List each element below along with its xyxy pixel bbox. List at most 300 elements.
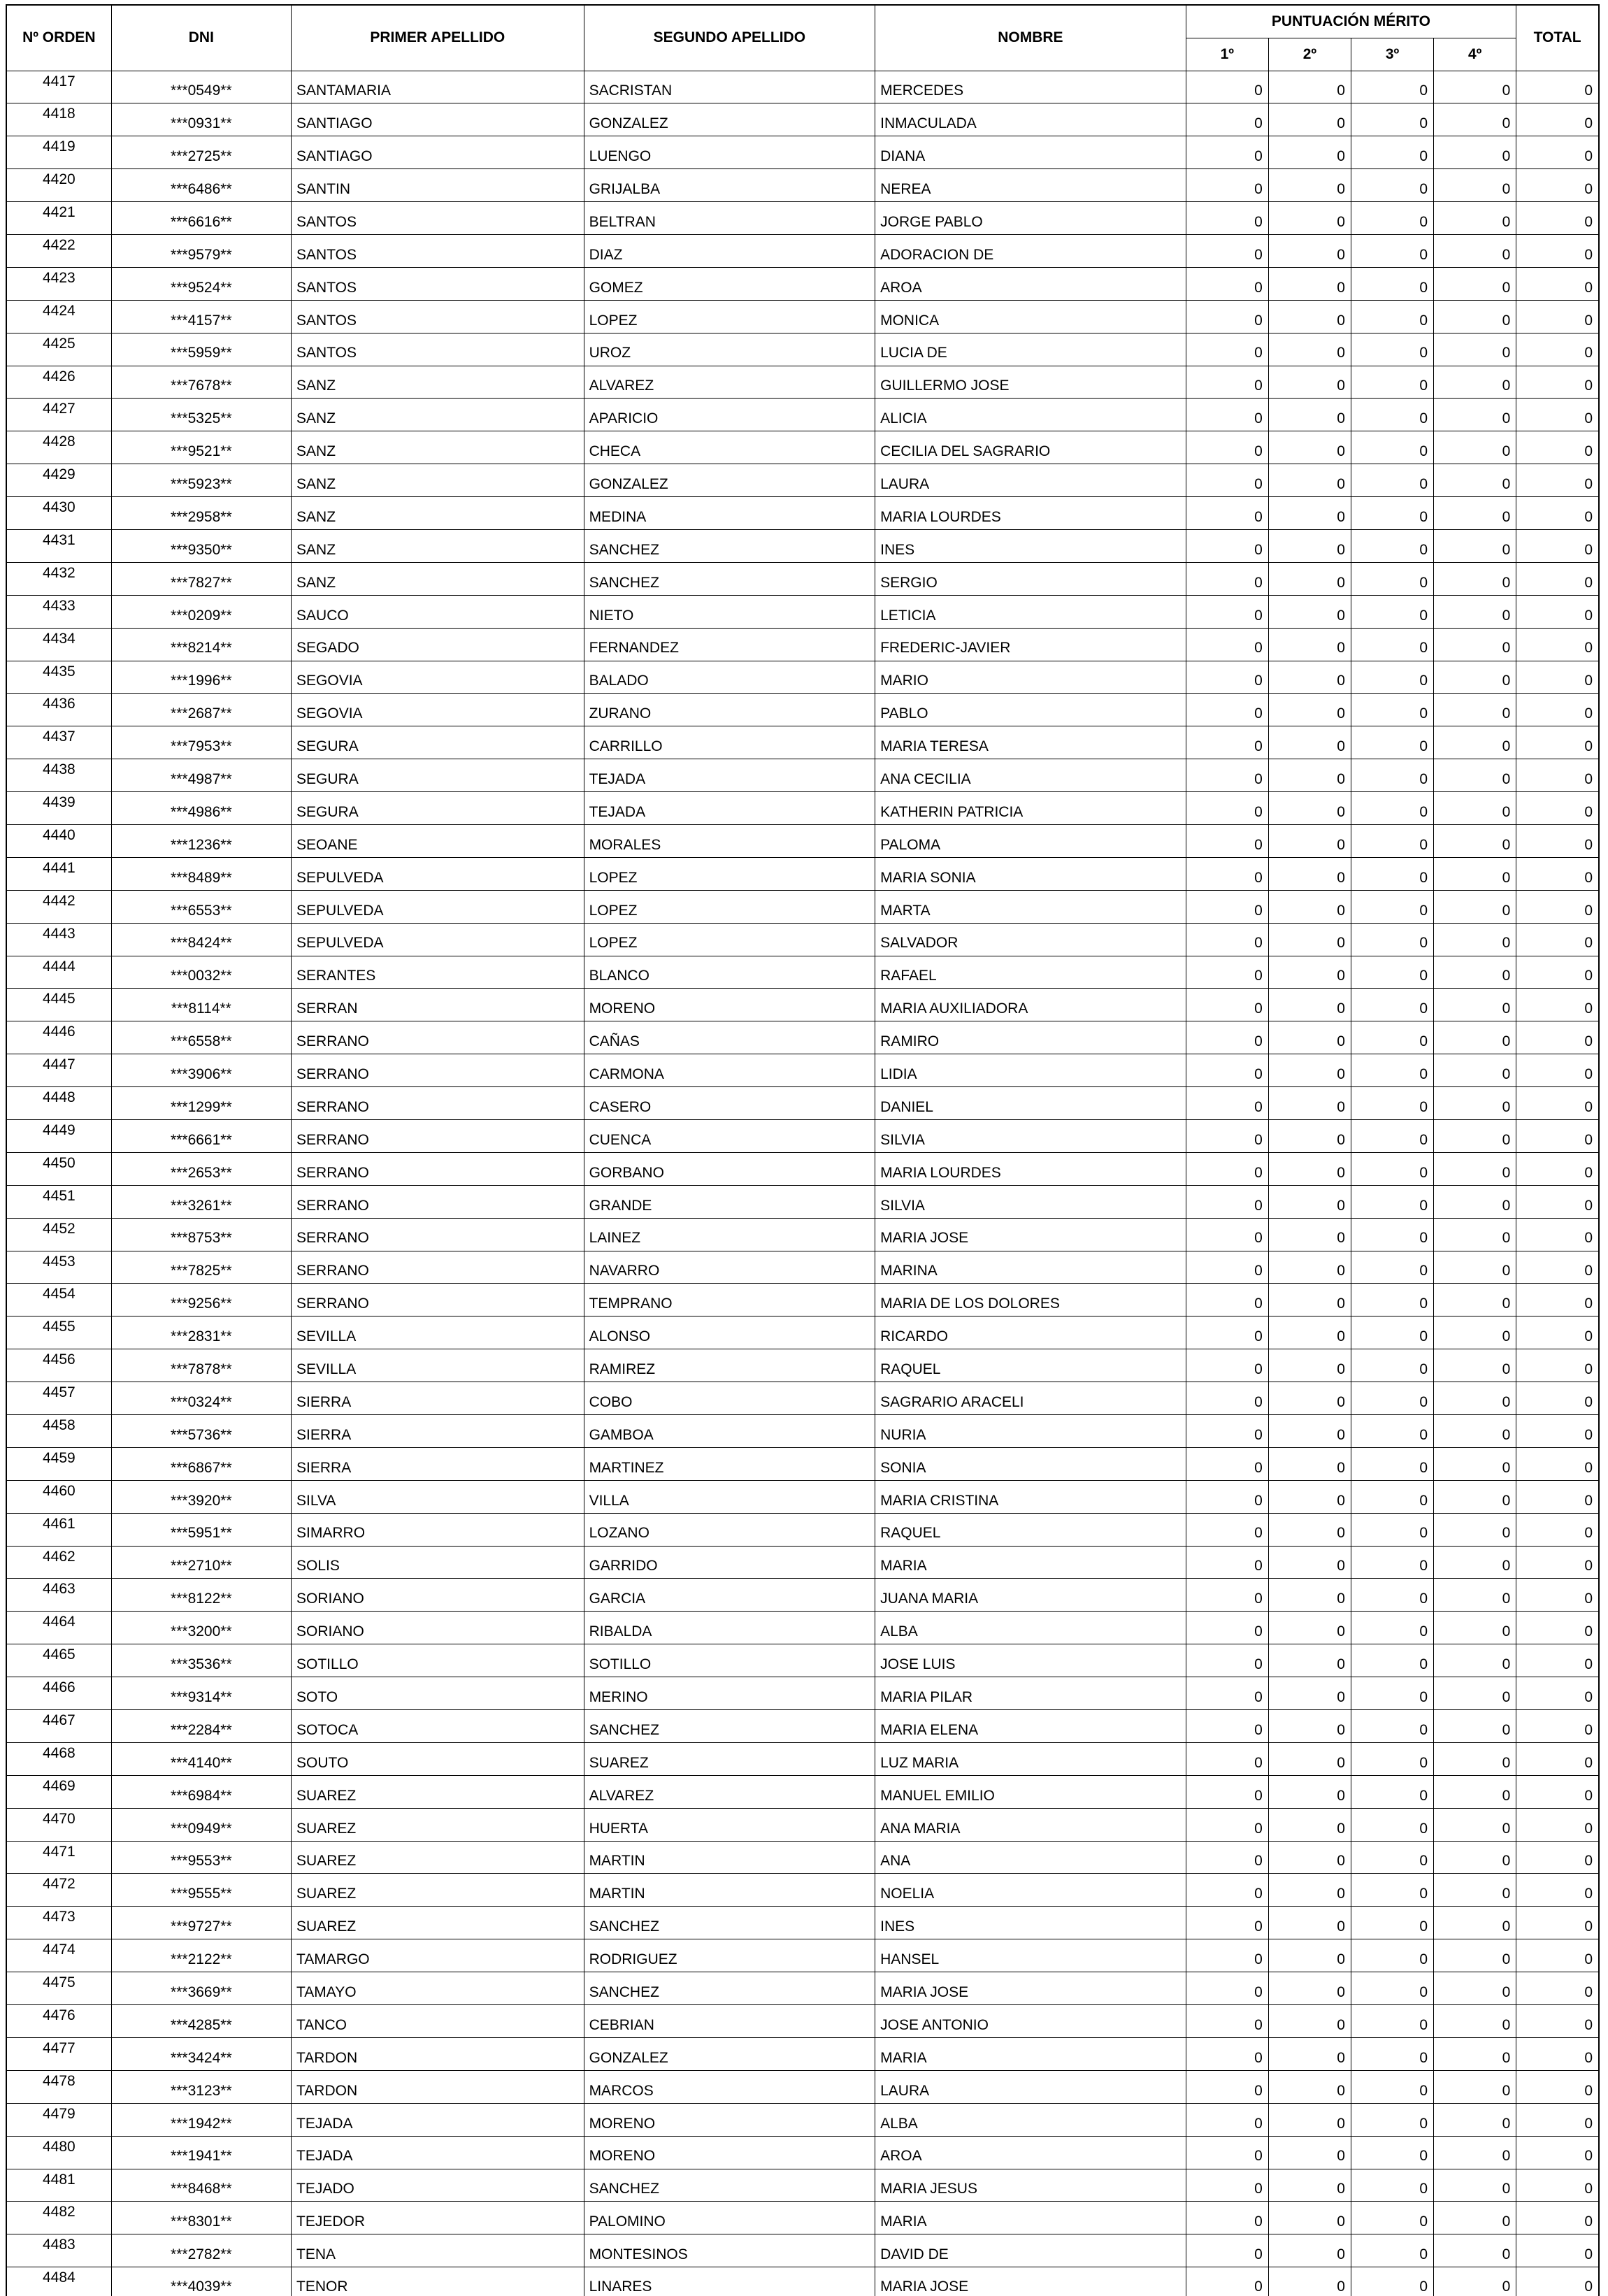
cell-merit-4: 0 bbox=[1434, 1644, 1516, 1677]
cell-first-surname: TARDON bbox=[292, 2037, 584, 2070]
cell-merit-1: 0 bbox=[1186, 2267, 1268, 2296]
cell-first-surname: SANZ bbox=[292, 464, 584, 497]
cell-name: MARIA CRISTINA bbox=[875, 1480, 1186, 1513]
cell-order-number: 4465 bbox=[6, 1644, 111, 1677]
cell-merit-2: 0 bbox=[1268, 1546, 1351, 1579]
cell-merit-4: 0 bbox=[1434, 1284, 1516, 1316]
cell-name: MERCEDES bbox=[875, 71, 1186, 103]
cell-merit-1: 0 bbox=[1186, 2202, 1268, 2234]
cell-name: SILVIA bbox=[875, 1120, 1186, 1153]
cell-second-surname: MARCOS bbox=[584, 2070, 875, 2103]
cell-order-number: 4449 bbox=[6, 1120, 111, 1153]
cell-dni: ***1236** bbox=[111, 824, 291, 857]
cell-order-number: 4437 bbox=[6, 726, 111, 759]
table-row bbox=[6, 694, 1599, 726]
cell-merit-3: 0 bbox=[1351, 267, 1433, 300]
cell-dni: ***2687** bbox=[111, 694, 291, 726]
cell-merit-2: 0 bbox=[1268, 628, 1351, 661]
header-merit-1: 1º bbox=[1186, 38, 1268, 71]
cell-first-surname: SUAREZ bbox=[292, 1874, 584, 1907]
cell-merit-4: 0 bbox=[1434, 366, 1516, 399]
cell-merit-2: 0 bbox=[1268, 661, 1351, 694]
cell-merit-1: 0 bbox=[1186, 71, 1268, 103]
cell-first-surname: SUAREZ bbox=[292, 1907, 584, 1939]
cell-merit-4: 0 bbox=[1434, 399, 1516, 431]
cell-total: 0 bbox=[1516, 1316, 1599, 1349]
cell-merit-4: 0 bbox=[1434, 923, 1516, 956]
cell-first-surname: SEPULVEDA bbox=[292, 923, 584, 956]
cell-order-number: 4425 bbox=[6, 333, 111, 366]
cell-total: 0 bbox=[1516, 497, 1599, 530]
cell-first-surname: TAMAYO bbox=[292, 1972, 584, 2005]
cell-merit-1: 0 bbox=[1186, 1742, 1268, 1775]
cell-merit-4: 0 bbox=[1434, 628, 1516, 661]
cell-name: GUILLERMO JOSE bbox=[875, 366, 1186, 399]
table-row bbox=[6, 2103, 1599, 2136]
header-name: NOMBRE bbox=[875, 5, 1186, 71]
cell-name: ALBA bbox=[875, 2103, 1186, 2136]
cell-order-number: 4480 bbox=[6, 2136, 111, 2169]
cell-merit-4: 0 bbox=[1434, 234, 1516, 267]
cell-merit-2: 0 bbox=[1268, 792, 1351, 825]
cell-name: MARIA bbox=[875, 2202, 1186, 2234]
cell-total: 0 bbox=[1516, 399, 1599, 431]
cell-merit-2: 0 bbox=[1268, 169, 1351, 202]
cell-merit-2: 0 bbox=[1268, 1480, 1351, 1513]
cell-order-number: 4455 bbox=[6, 1316, 111, 1349]
cell-total: 0 bbox=[1516, 1152, 1599, 1185]
cell-dni: ***7878** bbox=[111, 1349, 291, 1382]
cell-merit-3: 0 bbox=[1351, 1874, 1433, 1907]
cell-merit-3: 0 bbox=[1351, 333, 1433, 366]
cell-merit-4: 0 bbox=[1434, 1349, 1516, 1382]
cell-second-surname: SUAREZ bbox=[584, 1742, 875, 1775]
cell-name: JOSE LUIS bbox=[875, 1644, 1186, 1677]
cell-order-number: 4435 bbox=[6, 661, 111, 694]
cell-merit-2: 0 bbox=[1268, 1415, 1351, 1448]
cell-order-number: 4479 bbox=[6, 2103, 111, 2136]
cell-merit-3: 0 bbox=[1351, 792, 1433, 825]
cell-order-number: 4468 bbox=[6, 1742, 111, 1775]
cell-merit-4: 0 bbox=[1434, 1447, 1516, 1480]
cell-second-surname: MORALES bbox=[584, 824, 875, 857]
cell-merit-1: 0 bbox=[1186, 857, 1268, 890]
cell-merit-3: 0 bbox=[1351, 628, 1433, 661]
cell-first-surname: SEGADO bbox=[292, 628, 584, 661]
cell-second-surname: DIAZ bbox=[584, 234, 875, 267]
cell-first-surname: SANZ bbox=[292, 399, 584, 431]
cell-merit-3: 0 bbox=[1351, 1612, 1433, 1644]
cell-dni: ***7678** bbox=[111, 366, 291, 399]
table-row bbox=[6, 2005, 1599, 2038]
cell-first-surname: SOUTO bbox=[292, 1742, 584, 1775]
cell-merit-1: 0 bbox=[1186, 661, 1268, 694]
cell-order-number: 4454 bbox=[6, 1284, 111, 1316]
cell-first-surname: TENA bbox=[292, 2234, 584, 2267]
cell-first-surname: SERRANO bbox=[292, 1218, 584, 1251]
cell-merit-4: 0 bbox=[1434, 2202, 1516, 2234]
cell-merit-1: 0 bbox=[1186, 792, 1268, 825]
cell-order-number: 4422 bbox=[6, 234, 111, 267]
cell-dni: ***1942** bbox=[111, 2103, 291, 2136]
cell-second-surname: COBO bbox=[584, 1382, 875, 1415]
cell-merit-4: 0 bbox=[1434, 71, 1516, 103]
cell-first-surname: SERRANO bbox=[292, 1054, 584, 1087]
cell-merit-2: 0 bbox=[1268, 1972, 1351, 2005]
cell-merit-2: 0 bbox=[1268, 497, 1351, 530]
cell-second-surname: SANCHEZ bbox=[584, 529, 875, 562]
cell-order-number: 4475 bbox=[6, 1972, 111, 2005]
cell-total: 0 bbox=[1516, 1447, 1599, 1480]
cell-second-surname: BALADO bbox=[584, 661, 875, 694]
cell-merit-2: 0 bbox=[1268, 1251, 1351, 1284]
cell-merit-2: 0 bbox=[1268, 333, 1351, 366]
cell-first-surname: SEGOVIA bbox=[292, 694, 584, 726]
cell-total: 0 bbox=[1516, 1579, 1599, 1612]
cell-order-number: 4470 bbox=[6, 1808, 111, 1841]
cell-name: RAMIRO bbox=[875, 1021, 1186, 1054]
cell-order-number: 4438 bbox=[6, 759, 111, 792]
cell-merit-3: 0 bbox=[1351, 1185, 1433, 1218]
cell-merit-2: 0 bbox=[1268, 595, 1351, 628]
cell-total: 0 bbox=[1516, 1415, 1599, 1448]
table-row bbox=[6, 2169, 1599, 2202]
cell-merit-1: 0 bbox=[1186, 1579, 1268, 1612]
cell-merit-3: 0 bbox=[1351, 857, 1433, 890]
cell-name: MANUEL EMILIO bbox=[875, 1775, 1186, 1808]
cell-first-surname: SAUCO bbox=[292, 595, 584, 628]
cell-merit-2: 0 bbox=[1268, 562, 1351, 595]
cell-merit-3: 0 bbox=[1351, 1120, 1433, 1153]
cell-second-surname: GRANDE bbox=[584, 1185, 875, 1218]
cell-dni: ***6984** bbox=[111, 1775, 291, 1808]
cell-first-surname: SEGURA bbox=[292, 792, 584, 825]
cell-merit-1: 0 bbox=[1186, 1546, 1268, 1579]
cell-dni: ***8114** bbox=[111, 989, 291, 1021]
header-first-surname: PRIMER APELLIDO bbox=[292, 5, 584, 71]
cell-order-number: 4461 bbox=[6, 1513, 111, 1546]
cell-merit-4: 0 bbox=[1434, 562, 1516, 595]
table-row bbox=[6, 2037, 1599, 2070]
cell-merit-3: 0 bbox=[1351, 1218, 1433, 1251]
cell-dni: ***3669** bbox=[111, 1972, 291, 2005]
cell-order-number: 4448 bbox=[6, 1087, 111, 1120]
table-row bbox=[6, 1316, 1599, 1349]
cell-merit-1: 0 bbox=[1186, 1874, 1268, 1907]
cell-first-surname: SANTIN bbox=[292, 169, 584, 202]
cell-merit-3: 0 bbox=[1351, 1480, 1433, 1513]
cell-merit-1: 0 bbox=[1186, 1185, 1268, 1218]
cell-dni: ***0324** bbox=[111, 1382, 291, 1415]
table-header bbox=[6, 5, 1599, 71]
cell-merit-2: 0 bbox=[1268, 857, 1351, 890]
cell-order-number: 4421 bbox=[6, 202, 111, 235]
cell-dni: ***3424** bbox=[111, 2037, 291, 2070]
cell-second-surname: MORENO bbox=[584, 989, 875, 1021]
table-row bbox=[6, 1742, 1599, 1775]
cell-dni: ***7953** bbox=[111, 726, 291, 759]
cell-merit-2: 0 bbox=[1268, 694, 1351, 726]
cell-merit-1: 0 bbox=[1186, 562, 1268, 595]
cell-first-surname: SIERRA bbox=[292, 1415, 584, 1448]
cell-total: 0 bbox=[1516, 300, 1599, 333]
cell-merit-1: 0 bbox=[1186, 824, 1268, 857]
cell-merit-1: 0 bbox=[1186, 2234, 1268, 2267]
cell-merit-2: 0 bbox=[1268, 1316, 1351, 1349]
cell-name: AROA bbox=[875, 267, 1186, 300]
cell-merit-2: 0 bbox=[1268, 399, 1351, 431]
cell-merit-3: 0 bbox=[1351, 1841, 1433, 1874]
table-row bbox=[6, 1710, 1599, 1743]
cell-name: AROA bbox=[875, 2136, 1186, 2169]
cell-order-number: 4427 bbox=[6, 399, 111, 431]
cell-name: ALICIA bbox=[875, 399, 1186, 431]
cell-first-surname: SANZ bbox=[292, 431, 584, 464]
cell-merit-1: 0 bbox=[1186, 1284, 1268, 1316]
cell-merit-4: 0 bbox=[1434, 267, 1516, 300]
cell-merit-4: 0 bbox=[1434, 136, 1516, 169]
table-row bbox=[6, 366, 1599, 399]
header-second-surname: SEGUNDO APELLIDO bbox=[584, 5, 875, 71]
cell-merit-2: 0 bbox=[1268, 431, 1351, 464]
cell-merit-3: 0 bbox=[1351, 1710, 1433, 1743]
cell-total: 0 bbox=[1516, 1021, 1599, 1054]
cell-order-number: 4474 bbox=[6, 1939, 111, 1972]
cell-merit-3: 0 bbox=[1351, 824, 1433, 857]
cell-second-surname: BLANCO bbox=[584, 956, 875, 989]
cell-merit-1: 0 bbox=[1186, 1349, 1268, 1382]
cell-first-surname: TEJADA bbox=[292, 2103, 584, 2136]
cell-merit-1: 0 bbox=[1186, 333, 1268, 366]
table-row bbox=[6, 1349, 1599, 1382]
cell-total: 0 bbox=[1516, 267, 1599, 300]
table-row bbox=[6, 1972, 1599, 2005]
table-row bbox=[6, 1480, 1599, 1513]
cell-order-number: 4460 bbox=[6, 1480, 111, 1513]
cell-first-surname: SUAREZ bbox=[292, 1775, 584, 1808]
cell-dni: ***8424** bbox=[111, 923, 291, 956]
cell-merit-3: 0 bbox=[1351, 2070, 1433, 2103]
cell-first-surname: SEVILLA bbox=[292, 1349, 584, 1382]
cell-dni: ***9256** bbox=[111, 1284, 291, 1316]
cell-merit-2: 0 bbox=[1268, 759, 1351, 792]
cell-merit-1: 0 bbox=[1186, 1218, 1268, 1251]
cell-total: 0 bbox=[1516, 628, 1599, 661]
cell-merit-4: 0 bbox=[1434, 2037, 1516, 2070]
cell-dni: ***7825** bbox=[111, 1251, 291, 1284]
cell-merit-2: 0 bbox=[1268, 1742, 1351, 1775]
cell-first-surname: SIMARRO bbox=[292, 1513, 584, 1546]
cell-name: HANSEL bbox=[875, 1939, 1186, 1972]
cell-merit-2: 0 bbox=[1268, 103, 1351, 136]
cell-merit-4: 0 bbox=[1434, 1841, 1516, 1874]
cell-second-surname: SANCHEZ bbox=[584, 1972, 875, 2005]
table-row bbox=[6, 923, 1599, 956]
cell-merit-1: 0 bbox=[1186, 1907, 1268, 1939]
header-row-main bbox=[6, 5, 1599, 38]
cell-dni: ***5736** bbox=[111, 1415, 291, 1448]
cell-merit-4: 0 bbox=[1434, 1939, 1516, 1972]
cell-merit-4: 0 bbox=[1434, 759, 1516, 792]
cell-total: 0 bbox=[1516, 333, 1599, 366]
cell-dni: ***9521** bbox=[111, 431, 291, 464]
cell-second-surname: LOPEZ bbox=[584, 890, 875, 923]
cell-first-surname: SERRANO bbox=[292, 1185, 584, 1218]
cell-second-surname: CARMONA bbox=[584, 1054, 875, 1087]
cell-merit-3: 0 bbox=[1351, 1579, 1433, 1612]
cell-merit-1: 0 bbox=[1186, 1316, 1268, 1349]
cell-first-surname: TARDON bbox=[292, 2070, 584, 2103]
cell-merit-3: 0 bbox=[1351, 1284, 1433, 1316]
cell-merit-3: 0 bbox=[1351, 1447, 1433, 1480]
cell-name: MARIA JOSE bbox=[875, 2267, 1186, 2296]
cell-order-number: 4484 bbox=[6, 2267, 111, 2296]
cell-first-surname: SIERRA bbox=[292, 1447, 584, 1480]
table-row bbox=[6, 824, 1599, 857]
cell-merit-1: 0 bbox=[1186, 628, 1268, 661]
cell-total: 0 bbox=[1516, 726, 1599, 759]
cell-merit-1: 0 bbox=[1186, 103, 1268, 136]
cell-name: SILVIA bbox=[875, 1185, 1186, 1218]
cell-total: 0 bbox=[1516, 792, 1599, 825]
table-row bbox=[6, 399, 1599, 431]
cell-first-surname: SILVA bbox=[292, 1480, 584, 1513]
cell-total: 0 bbox=[1516, 759, 1599, 792]
cell-merit-1: 0 bbox=[1186, 136, 1268, 169]
cell-merit-1: 0 bbox=[1186, 1644, 1268, 1677]
cell-name: PABLO bbox=[875, 694, 1186, 726]
cell-name: ANA MARIA bbox=[875, 1808, 1186, 1841]
cell-second-surname: MARTIN bbox=[584, 1874, 875, 1907]
cell-name: INMACULADA bbox=[875, 103, 1186, 136]
cell-first-surname: SANZ bbox=[292, 562, 584, 595]
cell-second-surname: ALVAREZ bbox=[584, 1775, 875, 1808]
cell-dni: ***4987** bbox=[111, 759, 291, 792]
cell-merit-1: 0 bbox=[1186, 2005, 1268, 2038]
table-row bbox=[6, 759, 1599, 792]
cell-merit-2: 0 bbox=[1268, 1644, 1351, 1677]
cell-total: 0 bbox=[1516, 1677, 1599, 1710]
table-row bbox=[6, 1284, 1599, 1316]
cell-merit-3: 0 bbox=[1351, 234, 1433, 267]
table-row bbox=[6, 1874, 1599, 1907]
table-row bbox=[6, 1447, 1599, 1480]
cell-name: LETICIA bbox=[875, 595, 1186, 628]
cell-total: 0 bbox=[1516, 431, 1599, 464]
cell-dni: ***4986** bbox=[111, 792, 291, 825]
cell-merit-1: 0 bbox=[1186, 1054, 1268, 1087]
cell-order-number: 4419 bbox=[6, 136, 111, 169]
cell-order-number: 4478 bbox=[6, 2070, 111, 2103]
cell-merit-3: 0 bbox=[1351, 1939, 1433, 1972]
table-row bbox=[6, 1579, 1599, 1612]
table-row bbox=[6, 497, 1599, 530]
cell-merit-1: 0 bbox=[1186, 1677, 1268, 1710]
cell-merit-1: 0 bbox=[1186, 366, 1268, 399]
cell-merit-4: 0 bbox=[1434, 2136, 1516, 2169]
cell-total: 0 bbox=[1516, 1612, 1599, 1644]
cell-dni: ***5325** bbox=[111, 399, 291, 431]
cell-dni: ***9314** bbox=[111, 1677, 291, 1710]
cell-first-surname: SANTIAGO bbox=[292, 136, 584, 169]
cell-total: 0 bbox=[1516, 1349, 1599, 1382]
cell-merit-2: 0 bbox=[1268, 2234, 1351, 2267]
cell-first-surname: TANCO bbox=[292, 2005, 584, 2038]
cell-second-surname: GONZALEZ bbox=[584, 103, 875, 136]
cell-merit-3: 0 bbox=[1351, 1546, 1433, 1579]
table-row bbox=[6, 2136, 1599, 2169]
table-row bbox=[6, 2267, 1599, 2296]
cell-total: 0 bbox=[1516, 202, 1599, 235]
cell-order-number: 4476 bbox=[6, 2005, 111, 2038]
cell-merit-4: 0 bbox=[1434, 1612, 1516, 1644]
table-row bbox=[6, 792, 1599, 825]
cell-dni: ***3123** bbox=[111, 2070, 291, 2103]
cell-dni: ***8753** bbox=[111, 1218, 291, 1251]
cell-dni: ***4140** bbox=[111, 1742, 291, 1775]
cell-first-surname: SIERRA bbox=[292, 1382, 584, 1415]
cell-order-number: 4445 bbox=[6, 989, 111, 1021]
cell-merit-4: 0 bbox=[1434, 1152, 1516, 1185]
cell-merit-3: 0 bbox=[1351, 1644, 1433, 1677]
cell-merit-4: 0 bbox=[1434, 2169, 1516, 2202]
cell-total: 0 bbox=[1516, 1284, 1599, 1316]
cell-order-number: 4442 bbox=[6, 890, 111, 923]
cell-dni: ***2725** bbox=[111, 136, 291, 169]
cell-order-number: 4444 bbox=[6, 956, 111, 989]
cell-name: INES bbox=[875, 529, 1186, 562]
cell-order-number: 4439 bbox=[6, 792, 111, 825]
cell-second-surname: MORENO bbox=[584, 2103, 875, 2136]
cell-merit-1: 0 bbox=[1186, 1513, 1268, 1546]
table-row bbox=[6, 431, 1599, 464]
table-row bbox=[6, 234, 1599, 267]
cell-total: 0 bbox=[1516, 1087, 1599, 1120]
cell-merit-2: 0 bbox=[1268, 923, 1351, 956]
cell-merit-4: 0 bbox=[1434, 1579, 1516, 1612]
table-row bbox=[6, 1677, 1599, 1710]
cell-first-surname: TEJADO bbox=[292, 2169, 584, 2202]
table-body bbox=[6, 71, 1599, 2296]
cell-total: 0 bbox=[1516, 595, 1599, 628]
cell-order-number: 4466 bbox=[6, 1677, 111, 1710]
cell-dni: ***9553** bbox=[111, 1841, 291, 1874]
cell-merit-3: 0 bbox=[1351, 103, 1433, 136]
cell-merit-1: 0 bbox=[1186, 399, 1268, 431]
cell-order-number: 4458 bbox=[6, 1415, 111, 1448]
cell-name: RAFAEL bbox=[875, 956, 1186, 989]
cell-merit-2: 0 bbox=[1268, 1775, 1351, 1808]
cell-total: 0 bbox=[1516, 1546, 1599, 1579]
cell-merit-4: 0 bbox=[1434, 1251, 1516, 1284]
cell-merit-3: 0 bbox=[1351, 1021, 1433, 1054]
cell-merit-4: 0 bbox=[1434, 890, 1516, 923]
header-merit-2: 2º bbox=[1268, 38, 1351, 71]
cell-merit-2: 0 bbox=[1268, 1841, 1351, 1874]
cell-order-number: 4469 bbox=[6, 1775, 111, 1808]
cell-merit-3: 0 bbox=[1351, 694, 1433, 726]
cell-total: 0 bbox=[1516, 464, 1599, 497]
cell-name: JOSE ANTONIO bbox=[875, 2005, 1186, 2038]
cell-second-surname: MONTESINOS bbox=[584, 2234, 875, 2267]
cell-total: 0 bbox=[1516, 562, 1599, 595]
cell-second-surname: MERINO bbox=[584, 1677, 875, 1710]
table-row bbox=[6, 202, 1599, 235]
cell-merit-3: 0 bbox=[1351, 202, 1433, 235]
cell-dni: ***1996** bbox=[111, 661, 291, 694]
cell-merit-4: 0 bbox=[1434, 333, 1516, 366]
cell-merit-4: 0 bbox=[1434, 529, 1516, 562]
